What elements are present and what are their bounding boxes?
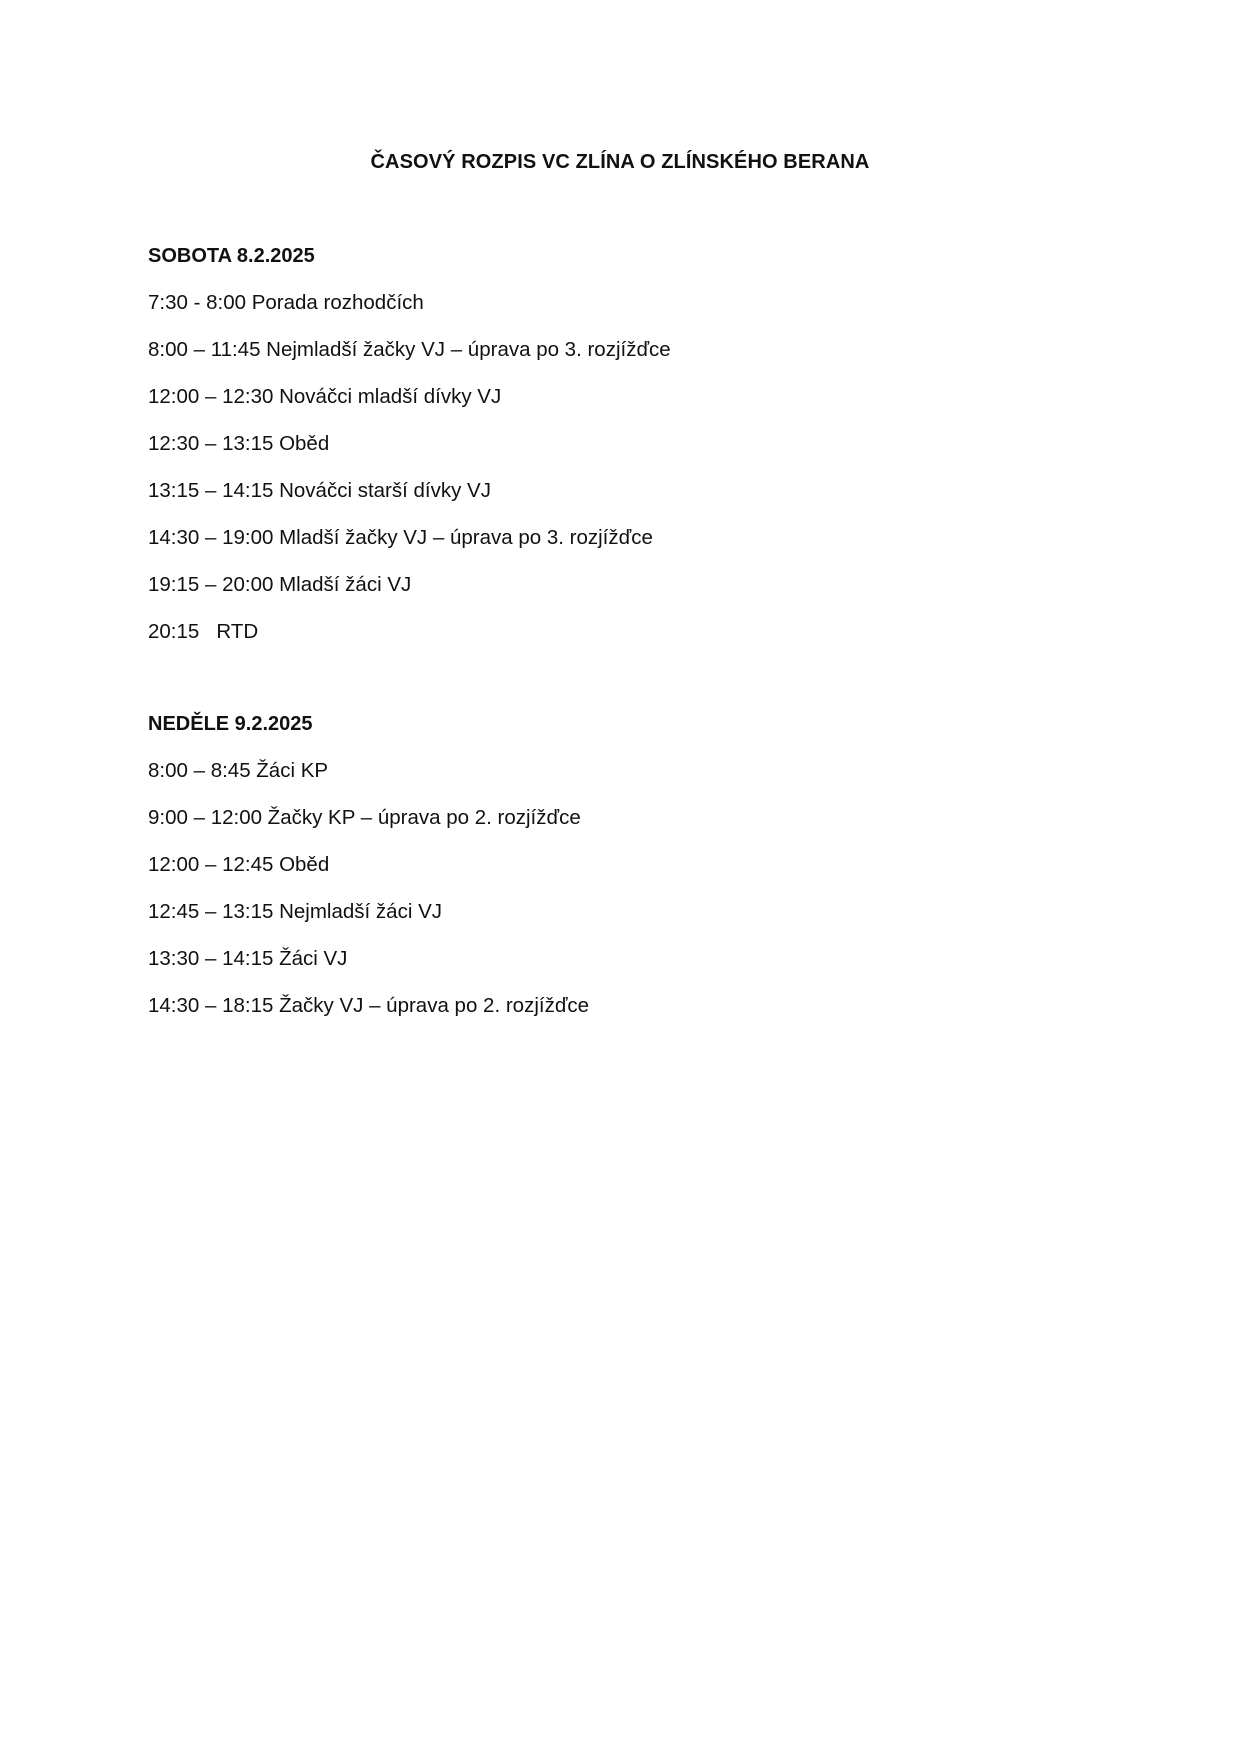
schedule-item: 7:30 - 8:00 Porada rozhodčích (148, 291, 424, 314)
schedule-item: 14:30 – 18:15 Žačky VJ – úprava po 2. rozjížďce (148, 994, 590, 1017)
schedule-item: 19:15 – 20:00 Mladší žáci VJ (148, 573, 412, 596)
schedule-item: 12:00 – 12:30 Nováčci mladší dívky VJ (148, 385, 502, 408)
schedule-item: 14:30 – 19:00 Mladší žačky VJ – úprava po 3. rozjížďce (148, 526, 653, 549)
schedule-item: 9:00 – 12:00 Žačky KP – úprava po 2. rozjížďce (148, 806, 581, 829)
sunday-section (148, 711, 1048, 1040)
saturday-schedule-list (148, 290, 1048, 645)
schedule-item: 13:30 – 14:15 Žáci VJ (148, 947, 348, 970)
schedule-item: 8:00 – 8:45 Žáci KP (148, 759, 329, 782)
sunday-schedule-list (148, 758, 1048, 1019)
schedule-item: 20:15 RTD (148, 620, 259, 643)
schedule-item: 12:00 – 12:45 Oběd (148, 853, 330, 876)
schedule-item: 13:15 – 14:15 Nováčci starší dívky VJ (148, 479, 491, 502)
sunday-heading: NEDĚLE 9.2.2025 (148, 713, 313, 735)
saturday-section (148, 243, 1048, 666)
schedule-item: 12:45 – 13:15 Nejmladší žáci VJ (148, 900, 442, 923)
document-title: ČASOVÝ ROZPIS VC ZLÍNA O ZLÍNSKÉHO BERANA (370, 151, 870, 173)
saturday-heading: SOBOTA 8.2.2025 (148, 245, 315, 267)
schedule-item: 12:30 – 13:15 Oběd (148, 432, 330, 455)
schedule-item: 8:00 – 11:45 Nejmladší žačky VJ – úprava po 3. rozjížďce (148, 338, 671, 361)
